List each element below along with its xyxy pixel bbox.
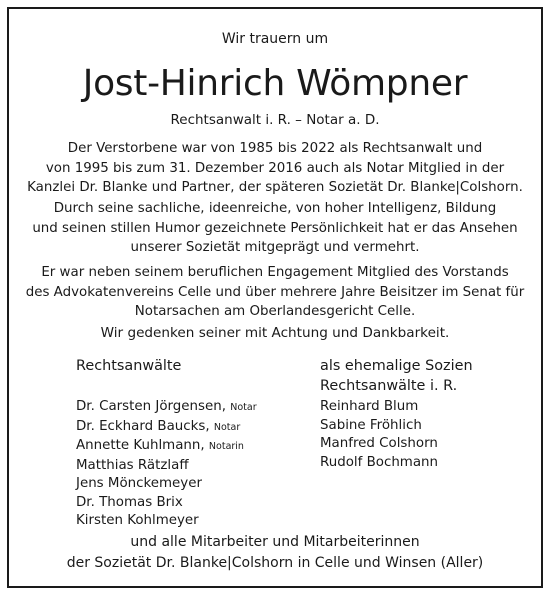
- list-item: [76, 398, 257, 418]
- person-role: Notar: [213, 421, 241, 433]
- deceased-name: Jost-Hinrich Wömpner: [82, 63, 468, 104]
- paragraph-engagement: [9, 263, 541, 322]
- person-name: Annette Kuhlmann,: [76, 438, 205, 453]
- right-column-header: [320, 356, 473, 396]
- former-partner-list: [320, 398, 438, 472]
- paragraph-line: des Advokatenvereins Celle und über mehrere Jahre Beisitzer im Senat für: [25, 284, 525, 300]
- intro-text: Wir trauern um: [221, 31, 329, 47]
- person-name: Matthias Rätzlaff: [76, 457, 189, 473]
- paragraph-line: Notarsachen am Oberlandesgericht Celle.: [134, 304, 416, 319]
- paragraph-remembrance: [9, 324, 541, 344]
- list-item: Rudolf Bochmann: [320, 454, 439, 470]
- list-item: [76, 457, 257, 476]
- paragraph-line: Durch seine sachliche, ideenreiche, von hoher Intelligenz, Bildung: [53, 201, 497, 216]
- column-header: Rechtsanwälte i. R.: [320, 378, 458, 394]
- person-name: Jens Mönckemeyer: [76, 476, 202, 491]
- person-name: Dr. Eckhard Baucks,: [76, 418, 210, 434]
- list-item: Manfred Colshorn: [320, 436, 438, 451]
- person-name: Kirsten Kohlmeyer: [76, 513, 199, 528]
- person-name: Dr. Thomas Brix: [76, 494, 183, 510]
- deceased-title: Rechtsanwalt i. R. – Notar a. D.: [170, 112, 380, 128]
- column-header: als ehemalige Sozien: [320, 358, 473, 374]
- paragraph-line: Wir gedenken seiner mit Achtung und Dankbarkeit.: [100, 325, 450, 341]
- obituary-frame: [7, 7, 543, 588]
- list-item: [76, 494, 257, 513]
- list-item: [76, 437, 257, 457]
- paragraph-line: Der Verstorbene war von 1985 bis 2022 als Rechtsanwalt und: [67, 141, 483, 156]
- paragraph-personality: [9, 199, 541, 258]
- list-item: [76, 475, 257, 494]
- paragraph-career: [9, 139, 541, 198]
- footer-line: der Sozietät Dr. Blanke|Colshorn in Celle und Winsen (Aller): [66, 555, 484, 571]
- footer-line: und alle Mitarbeiter und Mitarbeiterinnen: [130, 534, 420, 550]
- paragraph-line: unserer Sozietät mitgeprägt und vermehrt.: [130, 240, 420, 255]
- list-item: Sabine Fröhlich: [320, 417, 422, 433]
- footer-signature: [9, 532, 541, 574]
- person-role: Notar: [230, 402, 257, 413]
- paragraph-line: und seinen stillen Humor gezeichnete Persönlichkeit hat er das Ansehen: [32, 220, 518, 236]
- person-role: Notarin: [208, 441, 244, 452]
- paragraph-line: Er war neben seinem beruflichen Engagement Mitglied des Vorstands: [41, 265, 509, 280]
- list-item: Reinhard Blum: [320, 399, 419, 414]
- paragraph-line: Kanzlei Dr. Blanke und Partner, der späteren Sozietät Dr. Blanke|Colshorn.: [27, 180, 523, 195]
- paragraph-line: von 1995 bis zum 31. Dezember 2016 auch als Notar Mitglied in der: [45, 160, 505, 176]
- list-item: [76, 512, 257, 531]
- person-name: Dr. Carsten Jörgensen,: [76, 399, 226, 414]
- column-header: Rechtsanwälte: [76, 358, 182, 374]
- left-column-header: [76, 356, 181, 376]
- lawyer-list: [76, 398, 257, 531]
- list-item: [76, 418, 257, 438]
